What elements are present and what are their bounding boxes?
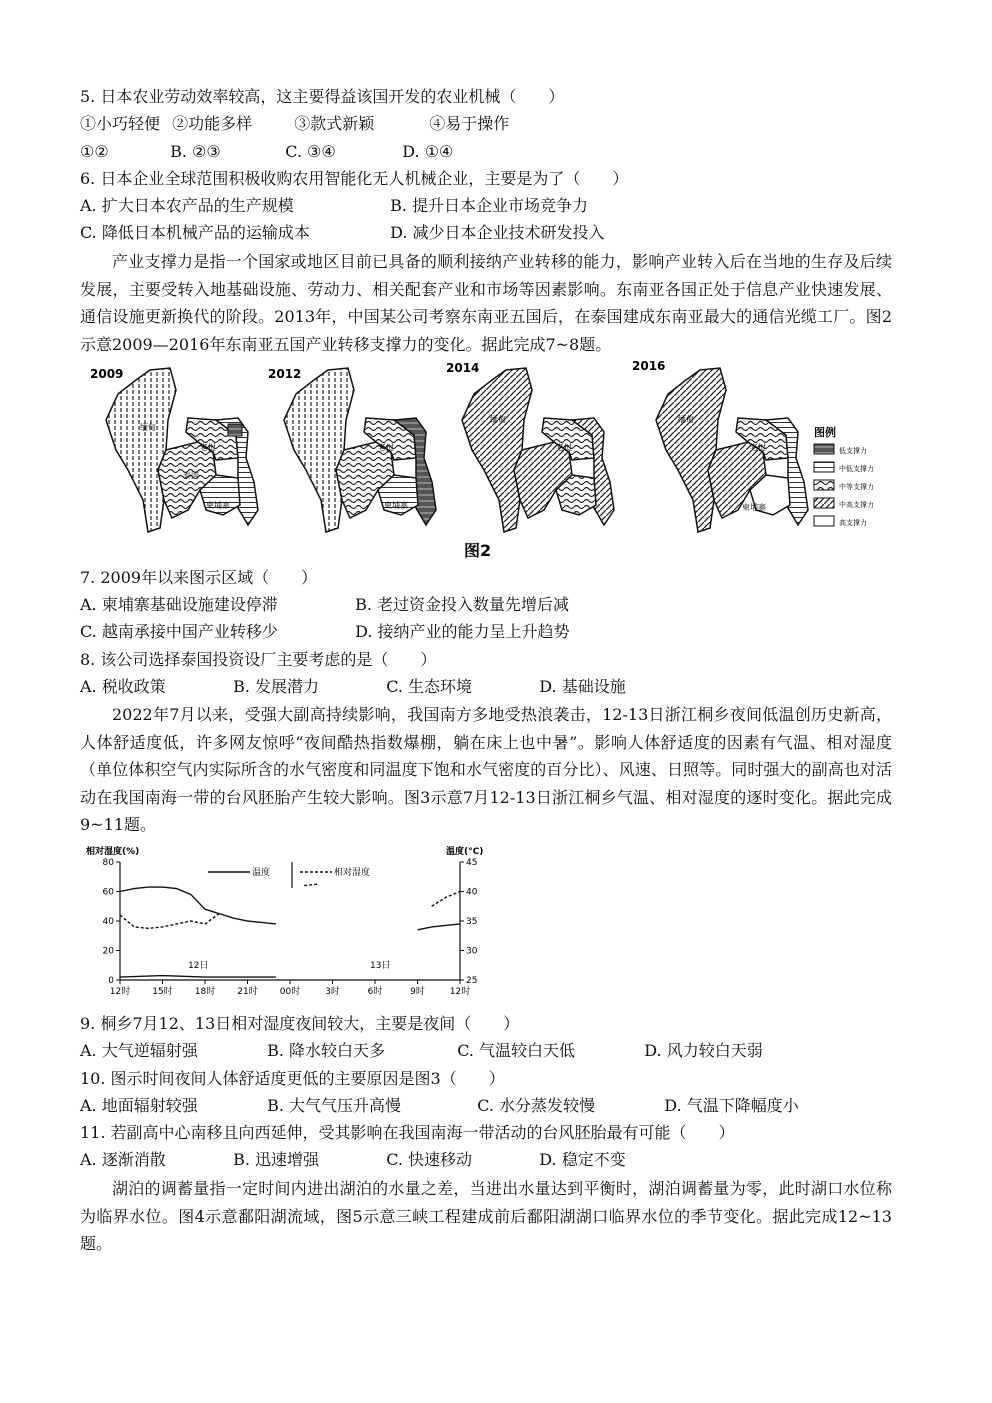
vietnam-north-patch [228, 424, 242, 436]
q6-stem: 6. 日本企业全球范围积极收购农用智能化无人机械企业，主要是为了（ ） [80, 169, 629, 188]
y-tick-label: 0 [108, 976, 114, 986]
y-tick-label: 40 [102, 917, 114, 927]
y2-tick-label: 35 [466, 917, 478, 927]
x-tick-label: 15时 [152, 987, 173, 997]
day-label-13: 13日 [370, 961, 391, 971]
y2-tick-label: 40 [466, 887, 478, 898]
x-tick-label: 00时 [279, 987, 301, 997]
q6-option-b: B. 提升日本企业市场竞争力 [390, 196, 589, 215]
q11-stem: 11. 若副高中心南移且向西延伸，受其影响在我国南海一带活动的台风胚胎最有可能（ ） [80, 1123, 735, 1142]
q7-option-c: C. 越南承接中国产业转移少 [80, 622, 278, 641]
y2-axis-label: 温度(°C) [446, 847, 484, 857]
q7-options-row2 [80, 621, 570, 643]
legend-swatch [814, 498, 834, 508]
figure-2-legend [814, 425, 874, 527]
map-2014 [446, 361, 614, 532]
q5-option-a: ①② [80, 142, 109, 161]
q8-options [80, 676, 626, 698]
q9-option-d: D. 风力较白天弱 [644, 1041, 763, 1060]
q7-option-d: D. 接纳产业的能力呈上升趋势 [355, 622, 570, 641]
map-year-label: 2014 [446, 361, 480, 375]
map-label-myanmar: 缅甸 [490, 415, 506, 424]
y-axis-label: 相对湿度(%) [86, 847, 140, 857]
map-label-laos: 老挝 [200, 443, 216, 452]
q5-stem: 5. 日本农业劳动效率较高，这主要得益该国开发的农业机械（ ） [80, 87, 565, 106]
q6-option-c: C. 降低日本机械产品的运输成本 [80, 223, 310, 242]
y2-tick-label: 25 [466, 976, 478, 986]
q8-option-d: D. 基础设施 [539, 677, 626, 696]
y2-tick-label: 45 [466, 858, 478, 868]
temperature-series-line [120, 976, 276, 977]
map-label-cambodia: 柬埔寨 [206, 501, 230, 510]
map-2009 [90, 367, 258, 532]
map-year-label: 2016 [632, 360, 666, 373]
x-tick-label: 12时 [109, 987, 131, 997]
map-label-laos: 老挝 [750, 443, 766, 452]
map-2012 [268, 367, 436, 532]
map-year-label: 2012 [268, 367, 302, 381]
q10-stem: 10. 图示时间夜间人体舒适度更低的主要原因是图3（ ） [80, 1069, 505, 1088]
legend-swatch [814, 480, 834, 490]
legend-label-humidity: 相对湿度 [334, 868, 371, 878]
q8-option-c: C. 生态环境 [386, 677, 473, 696]
q11-option-b: B. 迅速增强 [233, 1150, 320, 1169]
passage-heatwave: 2022年7月以来，受强大副高持续影响，我国南方多地受热浪袭击，12-13日浙江桐乡夜间低温创历史新高，人体舒适度低，许多网友惊呼“夜间酷热指数爆棚，躺在床上也中暑”。影响人体舒适度的因素有气温、相对湿度（单位体积空气内实际所含的水气密度和同温度下饱和水气密度的百分比）、风速、日照等。同时强大的副高也对活动在我国南海一带的台风胚胎产生较大影响。图3示意7月12-13日浙江桐乡气温、相对湿度的逐时变化。据此完成9~11题。 [80, 705, 892, 834]
map-label-cambodia: 柬埔寨 [384, 501, 408, 510]
q9-option-b: B. 降水较白天多 [267, 1041, 386, 1060]
humidity-series-line [120, 914, 219, 929]
q5-item-2: ②功能多样 [172, 114, 253, 133]
passage-poyang-lake: 湖泊的调蓄量指一定时间内进出湖泊的水量之差，当进出水量达到平衡时，湖泊调蓄量为零，此时湖口水位称为临界水位。图4示意鄱阳湖流域，图5示意三峡工程建成前后鄱阳湖湖口临界水位的季节变化。据此完成12~13题。 [80, 1179, 892, 1253]
q11-option-a: A. 逐渐消散 [80, 1150, 166, 1169]
temperature-series-line [418, 924, 461, 930]
q10-option-d: D. 气温下降幅度小 [664, 1096, 799, 1115]
q6-option-d: D. 减少日本企业技术研发投入 [390, 223, 605, 242]
q8-stem: 8. 该公司选择泰国投资设厂主要考虑的是（ ） [80, 650, 437, 669]
q6-options-row1 [80, 195, 588, 217]
q5-option-b: B. ②③ [170, 142, 221, 161]
map-label-cambodia: 柬埔寨 [742, 503, 766, 512]
map-label-myanmar: 缅甸 [140, 423, 156, 432]
q10-option-b: B. 大气气压升高慢 [267, 1096, 402, 1115]
q7-option-a: A. 柬埔寨基础设施建设停滞 [80, 595, 278, 614]
figure-3-chart [84, 842, 484, 1004]
passage-industry-support: 产业支撑力是指一个国家或地区目前已具备的顺利接纳产业转移的能力，影响产业转入后在当地的生存及后续发展，主要受转入地基础设施、劳动力、相关配套产业和市场等因素影响。东南亚各国正处于信息产业快速发展、通信设施更新换代的阶段。2013年，中国某公司考察东南亚五国后，在泰国建成东南亚最大的通信光缆工厂。图2示意2009—2016年东南亚五国产业转移支撑力的变化。据此完成7~8题。 [80, 252, 892, 354]
legend-label-temperature: 温度 [252, 868, 271, 878]
x-tick-label: 18时 [194, 987, 216, 997]
q5-item-3: ③款式新颖 [294, 114, 375, 133]
map-label-myanmar: 缅甸 [678, 415, 694, 424]
q6-option-a: A. 扩大日本农产品的生产规模 [80, 196, 294, 215]
map-label-laos: 老挝 [378, 443, 394, 452]
q7-stem: 7. 2009年以来图示区域（ ） [80, 568, 318, 587]
y-tick-label: 60 [102, 887, 114, 898]
q8-option-b: B. 发展潜力 [233, 677, 320, 696]
map-label-thailand: 泰国 [183, 471, 199, 480]
humidity-series-line [432, 892, 460, 907]
q6-options-row2 [80, 222, 605, 244]
temperature-series-line [120, 887, 276, 924]
figure-2-svg [88, 360, 900, 565]
q11-option-c: C. 快速移动 [386, 1150, 473, 1169]
x-tick-label: 12时 [449, 987, 471, 997]
x-tick-label: 6时 [367, 987, 383, 997]
legend-label: 中高支撑力 [839, 501, 874, 509]
legend-label: 高支撑力 [839, 519, 867, 527]
q7-option-b: B. 老过资金投入数量先增后减 [355, 595, 570, 614]
q8-option-a: A. 税收政策 [80, 677, 166, 696]
q5-items [80, 113, 509, 135]
y2-tick-label: 30 [466, 946, 478, 957]
x-tick-label: 3时 [325, 987, 340, 997]
legend-label: 低支撑力 [839, 447, 867, 455]
q7-options-row1 [80, 594, 569, 616]
figure-2-maps [88, 360, 900, 565]
q10-options [80, 1095, 799, 1117]
q5-option-c: C. ③④ [285, 142, 336, 161]
y-tick-label: 20 [102, 946, 114, 957]
map-2016 [632, 360, 874, 532]
legend-swatch [814, 462, 834, 472]
q5-options [80, 141, 453, 163]
q11-option-d: D. 稳定不变 [539, 1150, 626, 1169]
legend-label: 中等支撑力 [839, 483, 874, 491]
q9-option-a: A. 大气逆辐射强 [80, 1041, 198, 1060]
figure-3-svg [84, 842, 484, 1004]
q10-option-a: A. 地面辐射较强 [80, 1096, 198, 1115]
chart-marks [103, 858, 478, 997]
legend-title: 图例 [814, 426, 836, 439]
legend-swatch [814, 444, 834, 454]
x-tick-label: 21时 [237, 987, 258, 997]
x-tick-label: 9时 [410, 987, 425, 997]
map-year-label: 2009 [90, 367, 124, 381]
q9-stem: 9. 桐乡7月12、13日相对湿度夜间较大，主要是夜间（ ） [80, 1014, 520, 1033]
q9-option-c: C. 气温较白天低 [457, 1041, 576, 1060]
q5-item-1: ①小巧轻便 [80, 114, 161, 133]
day-label-12: 12日 [188, 961, 209, 971]
q11-options [80, 1149, 626, 1171]
q10-option-c: C. 水分蒸发较慢 [477, 1096, 596, 1115]
map-label-laos: 老挝 [556, 443, 572, 452]
y-tick-label: 80 [102, 858, 114, 868]
humidity-series-line [304, 884, 318, 885]
figure-2-caption: 图2 [464, 541, 492, 560]
q9-options [80, 1040, 763, 1062]
legend-label: 中低支撑力 [839, 465, 874, 473]
q5-item-4: ④易于操作 [429, 114, 510, 133]
legend-swatch [814, 516, 834, 526]
q5-option-d: D. ①④ [402, 142, 454, 161]
